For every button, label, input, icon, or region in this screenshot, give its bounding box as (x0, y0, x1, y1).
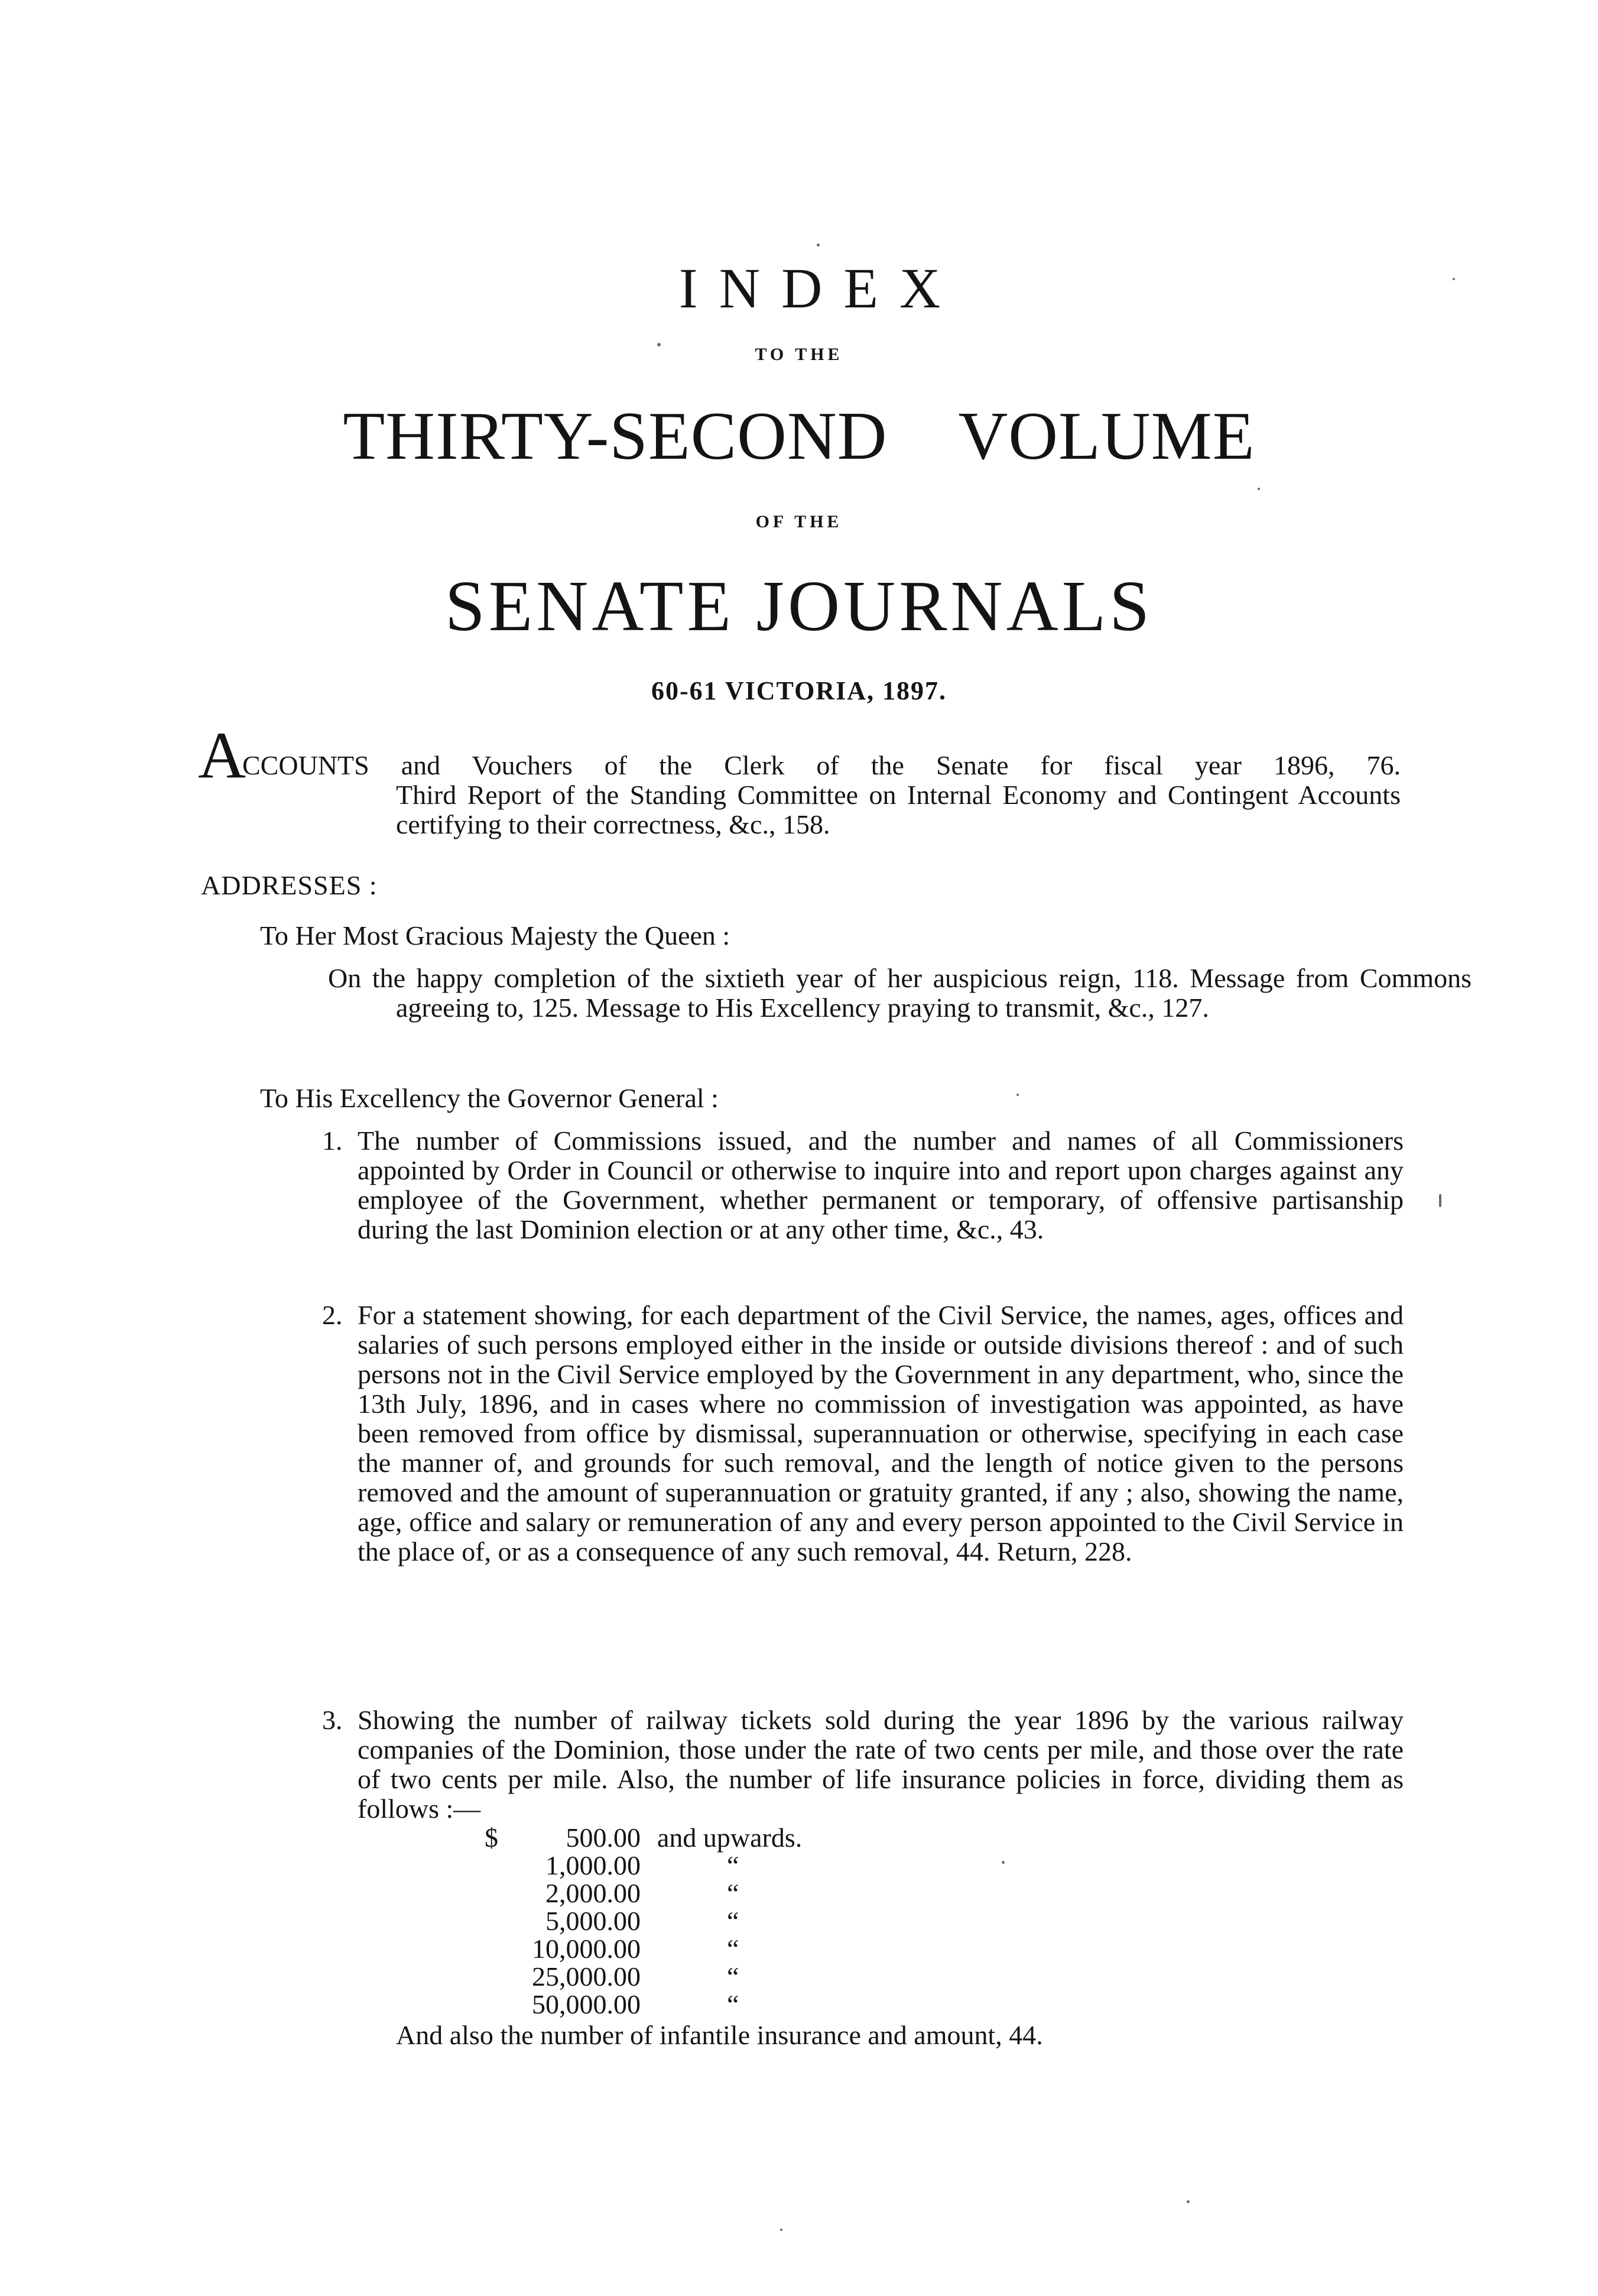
scan-speck (780, 2229, 782, 2231)
of-the-label: OF THE (755, 512, 843, 531)
volume-title (0, 398, 1598, 474)
queen-subheading: To Her Most Gracious Majesty the Queen : (260, 920, 730, 951)
item-number: 3. (322, 1705, 343, 1735)
item-text: Showing the number of railway tickets sold during the year 1896 by the various railway companies of the Dominion, those under the rate of two cents per mile, and those over the rate of two cents per mile. Also, the number of life insurance policies in force, dividing them as follows :— (358, 1705, 1404, 1824)
to-the-label: TO THE (755, 345, 843, 364)
senate-journals-title: SENATE JOURNALS (444, 566, 1154, 646)
amount-currency: $ (485, 1822, 498, 1853)
addresses-heading: ADDRESSES : (201, 870, 378, 900)
item-number: 2. (322, 1300, 343, 1330)
volume-title-part2: VOLUME (958, 398, 1255, 474)
scan-speck (1187, 2200, 1190, 2203)
governor-item-3 (322, 1705, 1404, 1824)
item-text: For a statement showing, for each department of the Civil Service, the names, ages, offices and salaries of such persons employed either in the inside or outside divisions thereof : and of such persons not in the Civil Service employed by the Government in any department, who, since the 13th July, 1896, and in cases where no commission of investigation was appointed, as have been removed from office by dismissal, superannuation or otherwise, specifying in each case the manner of, and grounds for such removal, and the length of notice given to the persons removed and the amount of superannuation or gratuity granted, if any ; also, showing the name, age, office and salary or remuneration of any and every person appointed to the Civil Service in the place of, or as a consequence of any such removal, 44. Return, 228. (358, 1300, 1404, 1567)
governor-item-2 (322, 1300, 1404, 1567)
ditto-mark: “ (727, 1961, 739, 1992)
accounts-dropcap: A (198, 719, 246, 792)
amount-suffix: and upwards. (657, 1822, 803, 1853)
amount-value: 2,000.00 (545, 1878, 641, 1908)
scan-speck (1016, 1094, 1019, 1096)
scan-speck (1453, 278, 1455, 280)
item-text: The number of Commissions issued, and the number and names of all Commissioners appointed by Order in Council or otherwise to inquire into and report upon charges against any employee of the Government, whether permanent or temporary, of offensive partisanship during the last Dominion election or at any other time, &c., 43. (358, 1126, 1404, 1244)
ditto-mark: “ (727, 1850, 739, 1880)
scan-speck (657, 343, 661, 346)
index-title: INDEX (678, 257, 962, 320)
ditto-mark: “ (727, 1878, 739, 1908)
item-number: 1. (322, 1126, 343, 1156)
volume-title-part1: THIRTY-SECOND (343, 398, 888, 474)
accounts-first-line: CCOUNTS and Vouchers of the Clerk of the Senate for fiscal year 1896, 76. (242, 750, 1401, 780)
governor-item-1 (322, 1126, 1404, 1244)
scan-speck (1258, 488, 1260, 490)
ditto-mark: “ (727, 1989, 739, 2019)
accounts-continuation: Third Report of the Standing Committee on Internal Economy and Contingent Accounts certifying to their correctness, &c., 158. (396, 780, 1401, 839)
governor-subheading: To His Excellency the Governor General : (260, 1083, 719, 1113)
scan-speck (1439, 1194, 1441, 1207)
scan-speck (1002, 1861, 1005, 1864)
amount-value: 500.00 (566, 1822, 641, 1853)
amount-value: 5,000.00 (545, 1906, 641, 1936)
amount-value: 25,000.00 (532, 1961, 641, 1992)
queen-entry: On the happy completion of the sixtieth year of her auspicious reign, 118. Message from Commons agreeing to, 125. Message to His Excellency praying to transmit, &c., 127. (328, 963, 1472, 1023)
regnal-date: 60-61 VICTORIA, 1897. (651, 676, 947, 705)
ditto-mark: “ (727, 1906, 739, 1936)
amount-value: 50,000.00 (532, 1989, 641, 2019)
amount-value: 10,000.00 (532, 1934, 641, 1964)
amount-value: 1,000.00 (545, 1850, 641, 1880)
ditto-mark: “ (727, 1934, 739, 1964)
scan-speck (817, 244, 820, 247)
infantile-insurance-line: And also the number of infantile insurance and amount, 44. (396, 2020, 1043, 2050)
